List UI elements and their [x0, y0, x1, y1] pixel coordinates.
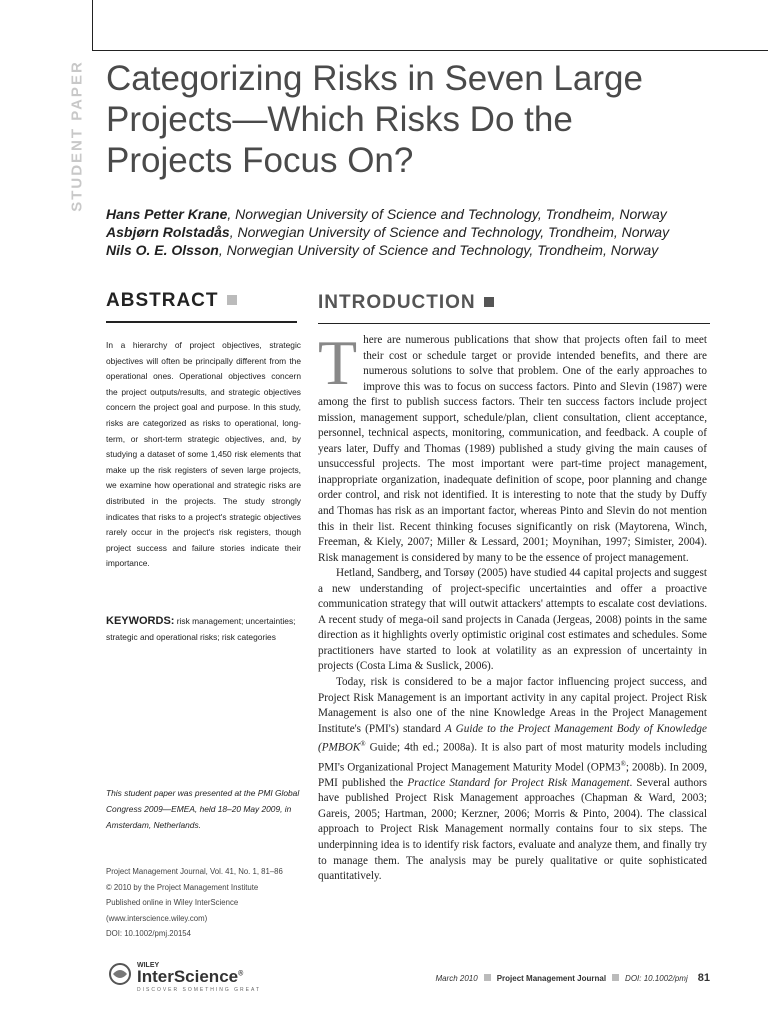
side-label-text: STUDENT PAPER	[68, 60, 86, 212]
interscience-name: InterScience®	[137, 967, 244, 986]
journal-info-line: Project Management Journal, Vol. 41, No. 1, 81–86	[106, 867, 283, 876]
page-footer	[390, 972, 710, 984]
abstract-heading: ABSTRACT	[106, 290, 237, 312]
author-name: Hans Petter Krane	[106, 206, 228, 222]
author-name: Nils O. E. Olsson	[106, 242, 219, 258]
introduction-rule	[318, 323, 710, 324]
abstract-rule	[106, 321, 297, 323]
keywords-list: risk management; uncertainties; strategic and operational risks; risk categories	[106, 616, 296, 642]
top-horizontal-rule	[92, 50, 768, 51]
wiley-brand: WILEY	[137, 962, 160, 969]
top-vertical-rule	[92, 0, 93, 50]
footer-doi: DOI: 10.1002/pmj	[625, 974, 688, 983]
author-affiliation: , Norwegian University of Science and Technology, Trondheim, Norway	[218, 242, 659, 258]
paper-title: Categorizing Risks in Seven Large Projects—Which Risks Do the Projects Focus On?	[106, 59, 643, 180]
paragraph: Today, risk is considered to be a major factor influencing project success, and Project Risk Management is an important activity in any capital project. Project Risk Management is also one of the nine Knowledge Areas in the Project Management Institute's (PMI's) standard A Guide to the Project Management Body of Knowledge (PMBOK® Guide; 4th ed.; 2008a). It is also part of most maturity models including PMI's Organizational Project Management Maturity Model (OPM3®; 2008b). In 2009, PMI published the Practice Standard for Project Risk Management. Several authors have published Project Risk Management approaches (Chapman & Ward, 2003; Gareis, 2005; Hartman, 2000; Kerzner, 2006; Morris & Pinto, 2004). The classical approach to Project Risk Management normally contains four to six steps. The underpinning idea is to identify risk factors, evaluate and analyze them, and finally try to manage them. The analysis may be purely qualitative or quite sophisticated quantitatively.	[318, 676, 708, 883]
introduction-heading: INTRODUCTION	[318, 292, 494, 314]
introduction-body	[318, 327, 708, 885]
footer-square-icon	[484, 974, 491, 981]
abstract-text: In a hierarchy of project objectives, strategic objectives will often be principally different from the operational ones. Operational objectives concern the project outputs/results, and strategic objectives concern the project goal and purpose. In this study, risks are categorized as risks to operational, long-term, or short-term strategic objectives, and, by studying a dataset of some 1,450 risk elements that make up the risk registers of seven large projects, we examine how operational and strategic risks are distributed in the projects. The study strongly indicates that risks to a project's strategic objectives rarely occur in the project's risk registers, though project success and failure stories indicate their importance.	[106, 340, 301, 569]
author-list	[106, 205, 706, 259]
logo-tagline: DISCOVER SOMETHING GREAT	[137, 987, 262, 993]
author-name: Asbjørn Rolstadås	[106, 224, 230, 240]
journal-info	[106, 864, 306, 942]
footer-date: March 2010	[435, 974, 478, 983]
author-row	[106, 205, 706, 223]
heading-square-icon	[484, 297, 494, 307]
footer-square-icon	[612, 974, 619, 981]
heading-square-icon	[227, 295, 237, 305]
keywords	[106, 614, 301, 645]
journal-info-line: Published online in Wiley InterScience	[106, 898, 239, 907]
drop-cap: T	[318, 327, 358, 398]
author-row	[106, 241, 706, 259]
author-affiliation: , Norwegian University of Science and Technology, Trondheim, Norway	[227, 206, 667, 222]
author-row	[106, 223, 706, 241]
journal-info-line: (www.interscience.wiley.com)	[106, 913, 208, 923]
page-number: 81	[697, 972, 710, 984]
paragraph: There are numerous publications that show that projects often fail to meet their cost or schedule target or provide intended benefits, and there are numerous solutions to solve that problem. One of the early approaches to improve this was to focus on success factors. Pinto and Slevin (1987) were among the first to publish success factors. Their ten success factors include project mission, management support, schedule/plan, client consultation, client acceptance, personnel, technical aspects, monitoring, communication, and feedback. A couple of years later, Duffy and Thomas (1989) published a study giving the main causes of unsuccessful projects. The most important were part-time project management, inappropriate organization, inadequate definition of scope, poor planning and change order control, and risk not identified. It is interesting to note that the study by Duffy and Thomas has risk as an important factor, whereas Pinto and Slevin do not mention this in their list. Recent thinking focuses significantly on risk (Maytorena, Winch, Freeman, & Kiely, 2007; Miller & Lessard, 2001; Moynihan, 1997; Simister, 2004). Risk management is considered by many to be the essence of project management.	[318, 327, 707, 564]
wiley-logo-icon	[108, 962, 132, 986]
paragraph: Hetland, Sandberg, and Torsøy (2005) have studied 44 capital projects and suggest a new understanding of project-specific uncertainties and offer a proactive communication strategy that will outwit attackers' attempts to escalate cost deviations. A recent study of mega-oil sand projects in Canada (Jergeas, 2008) points in the same direction as it highlights overly optimistic original cost estimates and schedules. Some practitioners have started to look at volatility as an expression of uncertainty in projects (Costa Lima & Suslick, 2006).	[318, 567, 707, 673]
author-affiliation: , Norwegian University of Science and Technology, Trondheim, Norway	[229, 224, 670, 240]
presented-note: This student paper was presented at the PMI Global Congress 2009—EMEA, held 18–20 May 2009, in Amsterdam, Netherlands.	[106, 788, 300, 830]
side-label	[62, 60, 92, 212]
footer-journal: Project Management Journal	[496, 974, 607, 983]
journal-info-line: © 2010 by the Project Management Institute	[106, 882, 259, 892]
journal-info-line: DOI: 10.1002/pmj.20154	[106, 929, 191, 938]
keywords-label: KEYWORDS:	[106, 615, 175, 627]
